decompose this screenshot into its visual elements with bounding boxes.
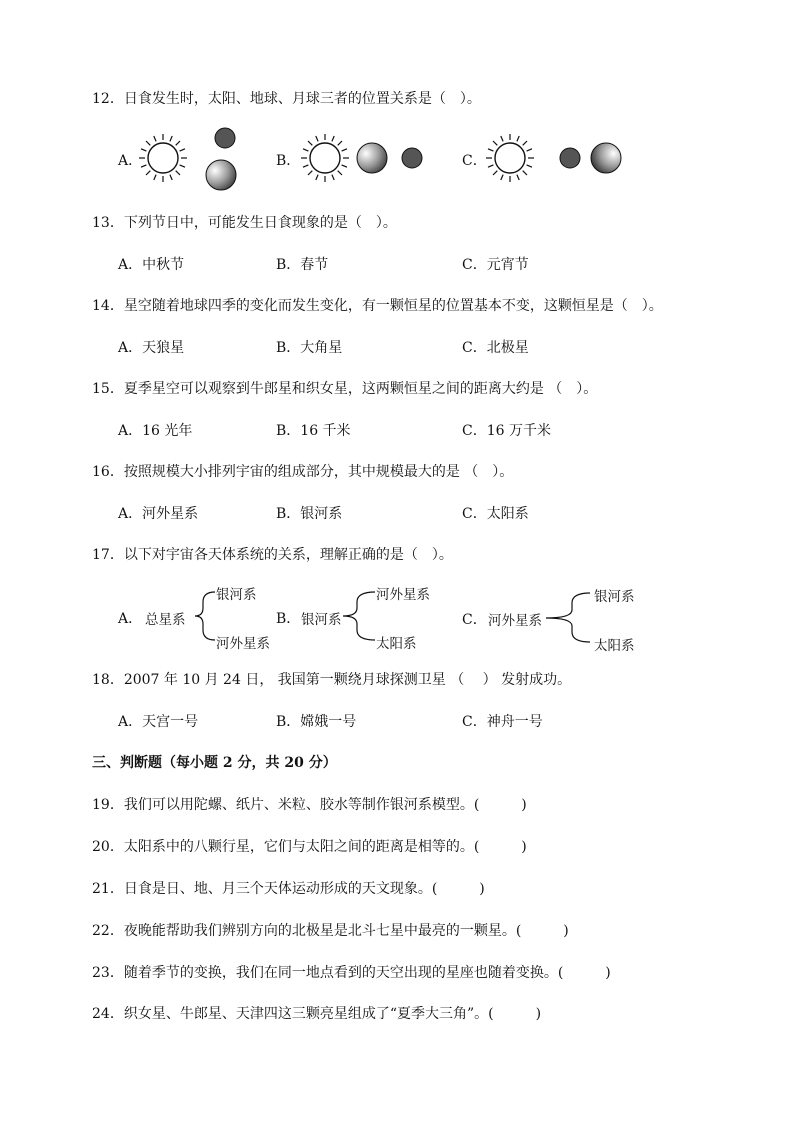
q13-option-c: C．元宵节 [462,257,529,273]
question-18: 18．2007 年 10 月 24 日， 我国第一颗绕月球探测卫星 （ ） 发射成功。 [92,672,572,688]
q14-option-c: C．北极星 [462,340,529,356]
question-14: 14．星空随着地球四季的变化而发生变化，有一颗恒星的位置基本不变，这颗恒星是（ ）。 [92,298,663,314]
q15-option-a: A．16 光年 [118,423,193,439]
question-24: 24．织女星、牛郎星、天津四这三颗亮星组成了“夏季大三角”。( ) [92,1006,542,1022]
q18-options [118,711,718,733]
q17-option-c-label: C． [462,612,487,628]
question-13: 13．下列节日中，可能发生日食现象的是（ ）。 [92,215,397,231]
q18-option-b: B．嫦娥一号 [276,714,357,730]
question-20: 20．太阳系中的八颗行星，它们与太阳之间的距离是相等的。( ) [92,839,527,855]
q12-option-a-label: A． [118,153,143,169]
q17-a-top: 银河系 [216,587,257,603]
q17-a-bottom: 河外星系 [216,636,270,652]
q16-option-c: C．太阳系 [462,506,529,522]
question-19: 19．我们可以用陀螺、纸片、米粒、胶水等制作银河系模型。( ) [92,797,527,813]
brace-icon [546,593,590,642]
q17-c-bottom: 太阳系 [594,638,635,654]
question-16: 16．按照规模大小排列宇宙的组成部分，其中规模最大的是 （ ）。 [92,464,514,480]
question-22: 22．夜晚能帮助我们辨别方向的北极星是北斗七星中最亮的一颗星。( ) [92,923,569,939]
q13-option-a: A．中秋节 [118,257,185,273]
q17-option-b-label: B． [276,611,301,627]
question-17: 17．以下对宇宙各天体系统的关系，理解正确的是（ ）。 [92,547,453,563]
q17-option-a-label: A． [118,611,143,627]
q13-option-b: B．春节 [276,257,329,273]
q17-c-root: 河外星系 [488,613,542,629]
question-15: 15．夏季星空可以观察到牛郎星和织女星，这两颗恒星之间的距离大约是 （ ）。 [92,381,598,397]
brace-icon [343,592,375,640]
question-21: 21．日食是日、地、月三个天体运动形成的天文现象。( ) [92,881,485,897]
q17-c-top: 银河系 [594,589,635,605]
q15-option-b: B．16 千米 [276,423,351,439]
q16-option-b: B．银河系 [276,506,343,522]
question-23: 23．随着季节的变换，我们在同一地点看到的天空出现的星座也随着变换。( ) [92,965,611,981]
brace-icon [195,592,215,640]
q18-option-c: C．神舟一号 [462,714,543,730]
q12-option-c-label: C． [462,153,487,169]
section-3-title: 三、判断题（每小题 2 分，共 20 分） [92,755,337,771]
q18-option-a: A．天宫一号 [118,714,199,730]
q17-b-bottom: 太阳系 [376,636,417,652]
q17-b-top: 河外星系 [376,587,430,603]
q17-a-root: 总星系 [145,612,186,628]
q14-option-b: B．大角星 [276,340,343,356]
q17-b-root: 银河系 [301,612,342,628]
question-12: 12．日食发生时，太阳、地球、月球三者的位置关系是（ ）。 [92,91,481,107]
q15-option-c: C．16 万千米 [462,423,551,439]
q16-option-a: A．河外星系 [118,506,199,522]
q14-option-a: A．天狼星 [118,340,185,356]
q12-option-b-label: B． [276,153,301,169]
